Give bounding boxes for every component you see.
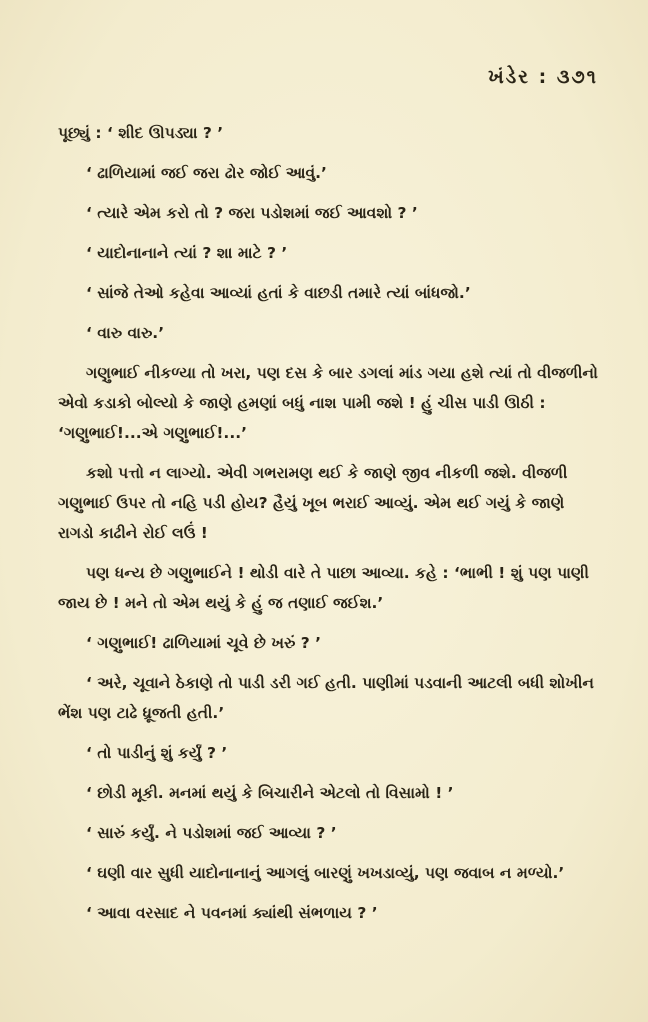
paragraph: ‘ છોડી મૂકી. મનમાં થયું કે બિચારીને એટલો તો વિસામો ! ’ bbox=[86, 784, 454, 802]
paragraph: કશો પત્તો ન લાગ્યો. એવી ગભરામણ થઈ કે જાણે જીવ નીકળી જશે. વીજળી ગણુભાઈ ઉપર તો નહિ પડી હોય? હૈયું ખૂબ ભરાઈ આવ્યું. એમ થઈ ગયું કે જાણે રાગડો કાઢીને રોઈ લઉં ! bbox=[58, 464, 568, 542]
page-header: ખંડેર : ૩૭૧ bbox=[488, 66, 598, 88]
paragraph: પણ ધન્ય છે ગણુભાઈને ! થોડી વારે તે પાછા આવ્યા. કહે : ‘ભાભી ! શું પણ પાણી જાય છે ! મને તો એમ થયું કે હું જ તણાઈ જઈશ.’ bbox=[58, 564, 589, 612]
paragraph: ગણુભાઈ નીકળ્યા તો ખરા, પણ દસ કે બાર ડગલાં માંડ ગયા હશે ત્યાં તો વીજળીનો એવો કડાકો બોલ્યો કે જાણે હમણાં બધું નાશ પામી જશે ! હું ચીસ પાડી ઊઠી : ‘ગણુભાઈ!...એ ગણુભાઈ!...’ bbox=[58, 364, 598, 442]
paragraph: ‘ આવા વરસાદ ને પવનમાં ક્યાંથી સંભળાય ? ’ bbox=[86, 904, 378, 922]
paragraph: ‘ યાદોનાનાને ત્યાં ? શા માટે ? ’ bbox=[86, 244, 288, 262]
paragraph: પૂછ્યું : ‘ શીદ ઊપડ્યા ? ’ bbox=[58, 124, 224, 142]
paragraph: ‘ ગણુભાઈ! ઢાળિયામાં ચૂવે છે ખરું ? ’ bbox=[86, 634, 322, 652]
paragraph: ‘ સાંજે તેઓ કહેવા આવ્યાં હતાં કે વાછડી તમારે ત્યાં બાંધજો.’ bbox=[86, 284, 471, 302]
paragraph: ‘ સારું કર્યું. ને પડોશમાં જઈ આવ્યા ? ’ bbox=[86, 824, 337, 842]
paragraph: ‘ ત્યારે એમ કરો તો ? જરા પડોશમાં જઈ આવશો ? ’ bbox=[86, 204, 418, 222]
paragraph: ‘ વારુ વારુ.’ bbox=[86, 324, 165, 342]
paragraph: ‘ તો પાડીનું શું કર્યું ? ’ bbox=[86, 744, 228, 762]
paragraph: ‘ અરે, ચૂવાને ઠેકાણે તો પાડી ડરી ગઈ હતી. પાણીમાં પડવાની આટલી બધી શોખીન ભેંશ પણ ટાઢે ધ્રૂજતી હતી.’ bbox=[58, 674, 594, 722]
paragraph: ‘ ઢાળિયામાં જઈ જરા ઢોર જોઈ આવું.’ bbox=[86, 164, 327, 182]
paragraph: ‘ ઘણી વાર સુધી યાદોનાનાનું આગલું બારણું ખખડાવ્યું, પણ જવાબ ન મળ્યો.’ bbox=[86, 864, 565, 882]
page-body bbox=[58, 118, 598, 938]
